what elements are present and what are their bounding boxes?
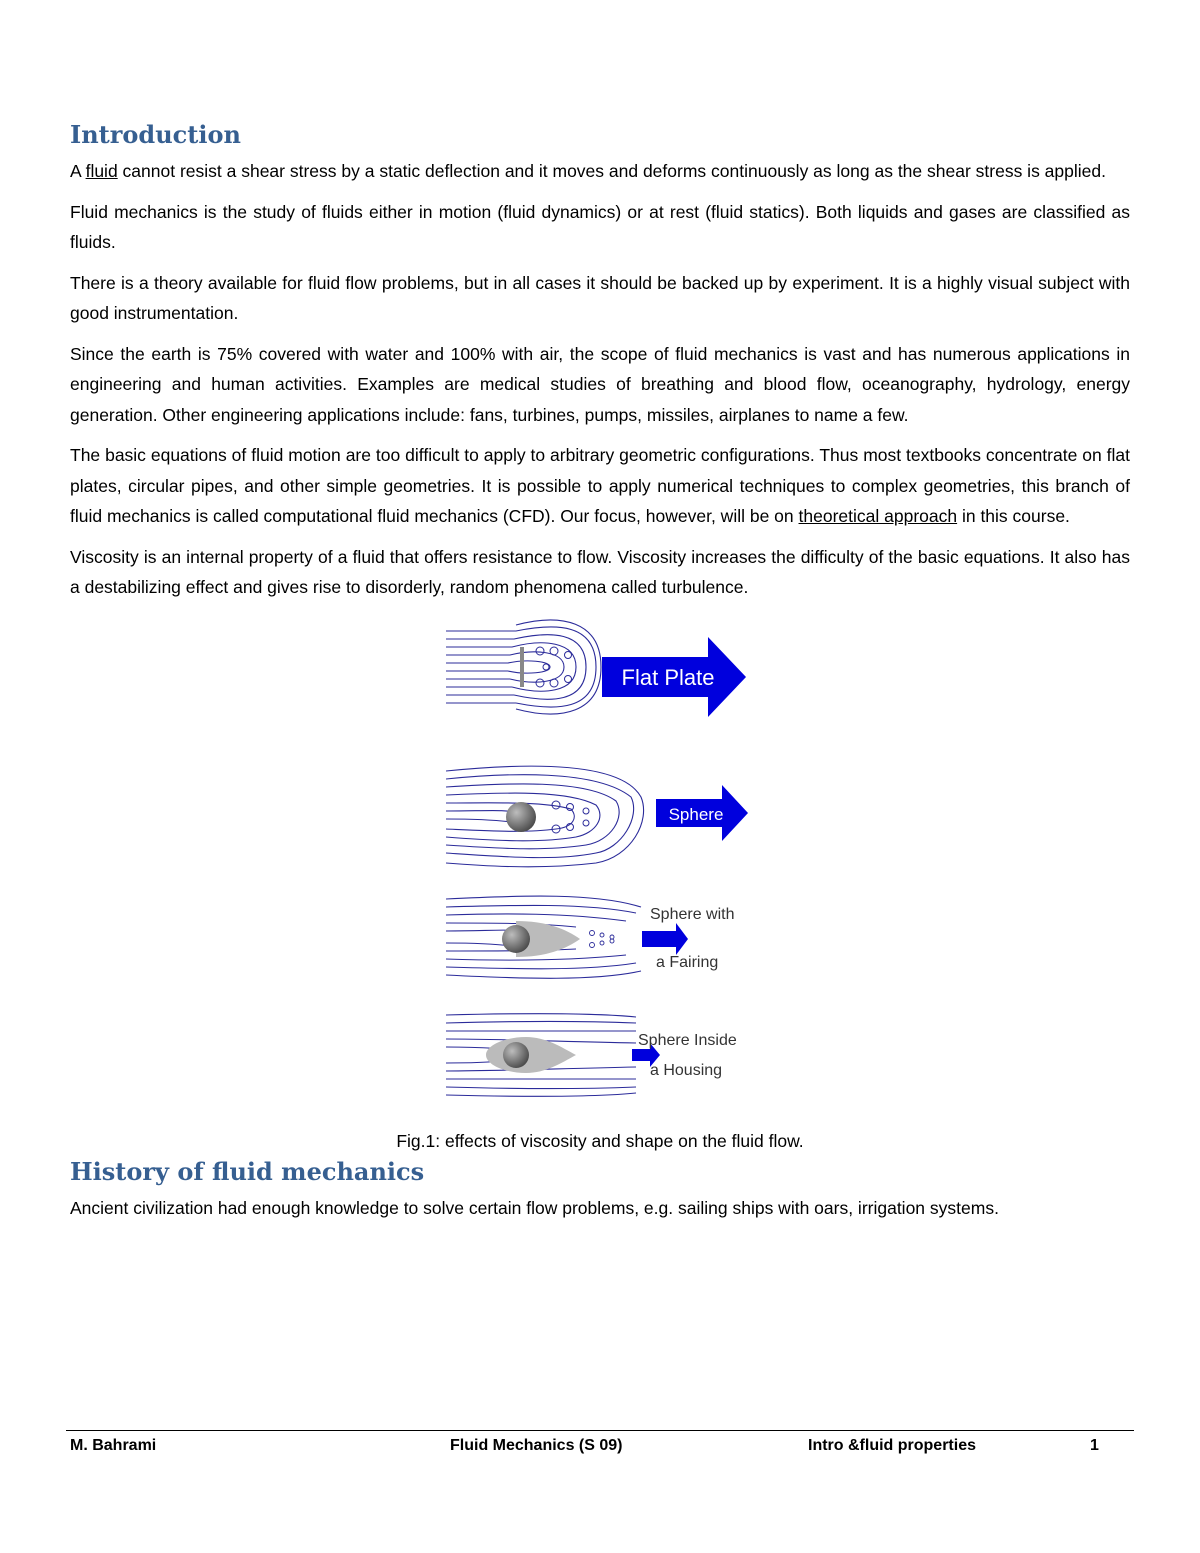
page-body xyxy=(70,118,1130,1233)
footer-course: Fluid Mechanics (S 09) xyxy=(450,1437,623,1454)
housing-sphere xyxy=(503,1042,529,1068)
sphere-panel xyxy=(446,766,748,867)
intro-paragraph-4: Since the earth is 75% covered with water and 100% with air, the scope of fluid mechanics is vast and has numerous applications in engineering and human activities. Examples are medical studies of breathing and blood flow, oceanography, hydrology, energy generation. Other engineering applications include: fans, turbines, pumps, missiles, airplanes to name a few. xyxy=(70,343,1130,425)
fairing-sphere xyxy=(502,925,530,953)
fairing-arrow xyxy=(642,923,688,955)
intro-paragraph-6: Viscosity is an internal property of a fluid that offers resistance to flow. Viscosity increases the difficulty of the basic equations. It also has a destabilizing effect and gives rise to disorderly, random phenomena called turbulence. xyxy=(70,546,1130,597)
figure-caption: Fig.1: effects of viscosity and shape on the fluid flow. xyxy=(396,1130,804,1151)
housing-shape xyxy=(486,1037,576,1073)
footer-page-number: 1 xyxy=(1090,1437,1099,1454)
introduction-heading: Introduction xyxy=(70,120,241,149)
fairing-label-line-2: a Fairing xyxy=(656,953,719,971)
housing-label-line-2: a Housing xyxy=(650,1061,723,1079)
intro-paragraph-2: Fluid mechanics is the study of fluids either in motion (fluid dynamics) or at rest (fluid statics). Both liquids and gases are classified as fluids. xyxy=(70,201,1130,252)
flat-plate-label: Flat Plate xyxy=(621,664,715,690)
housing-label-line-1: Sphere Inside xyxy=(638,1031,737,1049)
viscosity-shape-figure xyxy=(70,617,1130,1117)
fairing-label-line-1: Sphere with xyxy=(650,905,735,923)
flat-plate-panel xyxy=(446,620,746,717)
footer-topic: Intro &fluid properties xyxy=(808,1437,976,1454)
intro-paragraph-3: There is a theory available for fluid flow problems, but in all cases it should be backed up by experiment. It is a highly visual subject with good instrumentation. xyxy=(70,272,1130,323)
fairing-panel xyxy=(446,896,735,978)
sphere-streamlines xyxy=(446,766,644,867)
flat-plate-vortices xyxy=(536,647,572,687)
text-run: The basic equations of fluid motion are too difficult to apply to arbitrary geometric configurations. Thus most textbooks concentrate on flat plates, circular pipes, and other simple geometries. It is possible to apply numerical techniques to complex geometries, this branch of fluid mechanics is called computational fluid mechanics (CFD). Our focus, however, will be on xyxy=(70,445,1130,526)
text-run: cannot resist a shear stress by a static deflection and it moves and deforms continuously as long as the shear stress is applied. xyxy=(117,161,1106,181)
intro-paragraph-1 xyxy=(70,156,1130,187)
fluid-link[interactable]: fluid xyxy=(85,161,118,181)
flat-plate-shape xyxy=(520,647,524,687)
fairing-vortices xyxy=(590,930,615,947)
theoretical-approach-underlined: theoretical approach xyxy=(798,506,958,526)
sphere-shape xyxy=(506,802,536,832)
sphere-label: Sphere xyxy=(668,804,724,824)
intro-paragraph-5 xyxy=(70,440,1130,532)
text-run: A xyxy=(70,161,86,181)
history-paragraph-1: Ancient civilization had enough knowledge to solve certain flow problems, e.g. sailing ships with oars, irrigation systems. xyxy=(70,1197,999,1218)
footer-author: M. Bahrami xyxy=(70,1437,157,1454)
housing-panel xyxy=(446,1013,737,1096)
text-run: in this course. xyxy=(957,506,1070,526)
history-heading: History of fluid mechanics xyxy=(70,1156,425,1186)
page-footer xyxy=(66,1430,1134,1471)
flow-illustration xyxy=(446,617,826,1107)
